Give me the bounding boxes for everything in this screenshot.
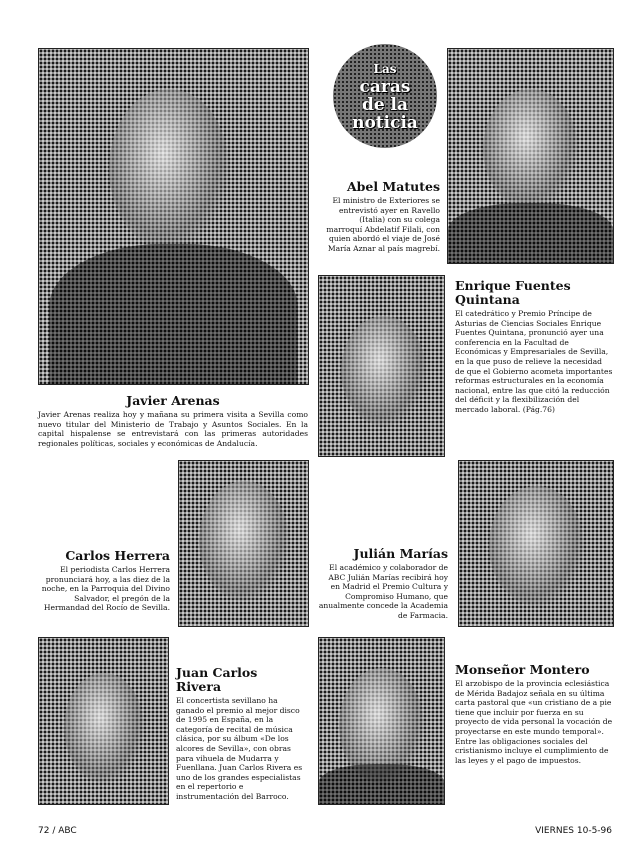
body-text: El catedrático y Premio Príncipe de Asturias de Ciencias Sociales Enrique Fuentes Quintana, pronunció ayer una conferencia en la Facultad de Económicas y Empresariales de Sevilla, en la que puso de relieve la necesidad de que el Gobierno acometa importantes reformas estructurales en la economía nacional, entre las que citó la reducción del déficit y la flexibilización del mercado laboral. (Pág.76): [455, 309, 613, 414]
body-text: El concertista sevillano ha ganado el premio al mejor disco de 1995 en España, en la categoría de recital de música clásica, por su álbum «De los alcores de Sevilla», con obras para vihuela de Mudarra y Fuenllana. Juan Carlos Rivera es uno de los grandes especialistas en el repertorio e instrumentación del Barroco.: [176, 696, 303, 801]
caption-enrique-fuentes-quintana: [455, 279, 613, 415]
caption-julian-marias: [318, 547, 448, 621]
page-number: 72 / ABC: [38, 826, 77, 836]
headline: Javier Arenas: [126, 393, 220, 408]
body-text: El académico y colaborador de ABC Julián Marías recibirá hoy en Madrid el Premio Cultura y Compromiso Humano, que anualmente concede la Academia de Farmacia.: [318, 563, 448, 620]
photo-julian-marias: [458, 460, 614, 627]
body-text: El periodista Carlos Herrera pronunciará hoy, a las diez de la noche, en la Parroquia del Divino Salvador, el pregón de la Hermandad del Rocío de Sevilla.: [41, 565, 170, 613]
seal-text: noticia: [352, 113, 418, 133]
photo-carlos-herrera: [178, 460, 309, 627]
caption-monsenor-montero: [455, 663, 613, 765]
photo-juan-carlos-rivera: [38, 637, 169, 805]
issue-date: VIERNES 10-5-96: [535, 826, 612, 836]
seal-text: caras: [359, 77, 411, 97]
headline: Enrique Fuentes Quintana: [455, 278, 571, 307]
seal-text: de la: [361, 95, 409, 115]
photo-javier-arenas: [38, 48, 309, 385]
caption-javier-arenas: [38, 394, 308, 448]
photo-enrique-fuentes-quintana: [318, 275, 445, 457]
photo-monsenor-montero: [318, 637, 445, 805]
body-text: El ministro de Exteriores se entrevistó ayer en Ravello (Italia) con su colega marroquí Abdelatif Filali, con quien abordó el viaje de José María Aznar al país magrebí.: [326, 196, 440, 253]
headline: Juan Carlos Rivera: [176, 665, 258, 694]
seal-text: Las: [373, 62, 397, 76]
headline: Monseñor Montero: [455, 662, 590, 677]
caption-abel-matutes: [326, 180, 440, 254]
caption-juan-carlos-rivera: [176, 666, 306, 802]
seal-logo: [333, 44, 437, 148]
body-text: Javier Arenas realiza hoy y mañana su primera visita a Sevilla como nuevo titular del Ministerio de Trabajo y Asuntos Sociales. En la capital hispalense se entrevistará con las primeras autoridades regionales políticas, sociales y económicas de Andalucía.: [38, 410, 308, 448]
headline: Julián Marías: [353, 546, 448, 561]
headline: Carlos Herrera: [65, 548, 170, 563]
photo-abel-matutes: [447, 48, 614, 264]
headline: Abel Matutes: [346, 179, 440, 194]
caption-carlos-herrera: [38, 549, 170, 613]
body-text: El arzobispo de la provincia eclesiástica de Mérida Badajoz señala en su última carta pastoral que «un cristiano de a pie tiene que incluir por fuerza en su proyecto de vida personal la vocación de proyectarse en este mundo temporal». Entre las obligaciones sociales del cristianismo incluye el cumplimiento de las leyes y el pago de impuestos.: [455, 679, 613, 765]
